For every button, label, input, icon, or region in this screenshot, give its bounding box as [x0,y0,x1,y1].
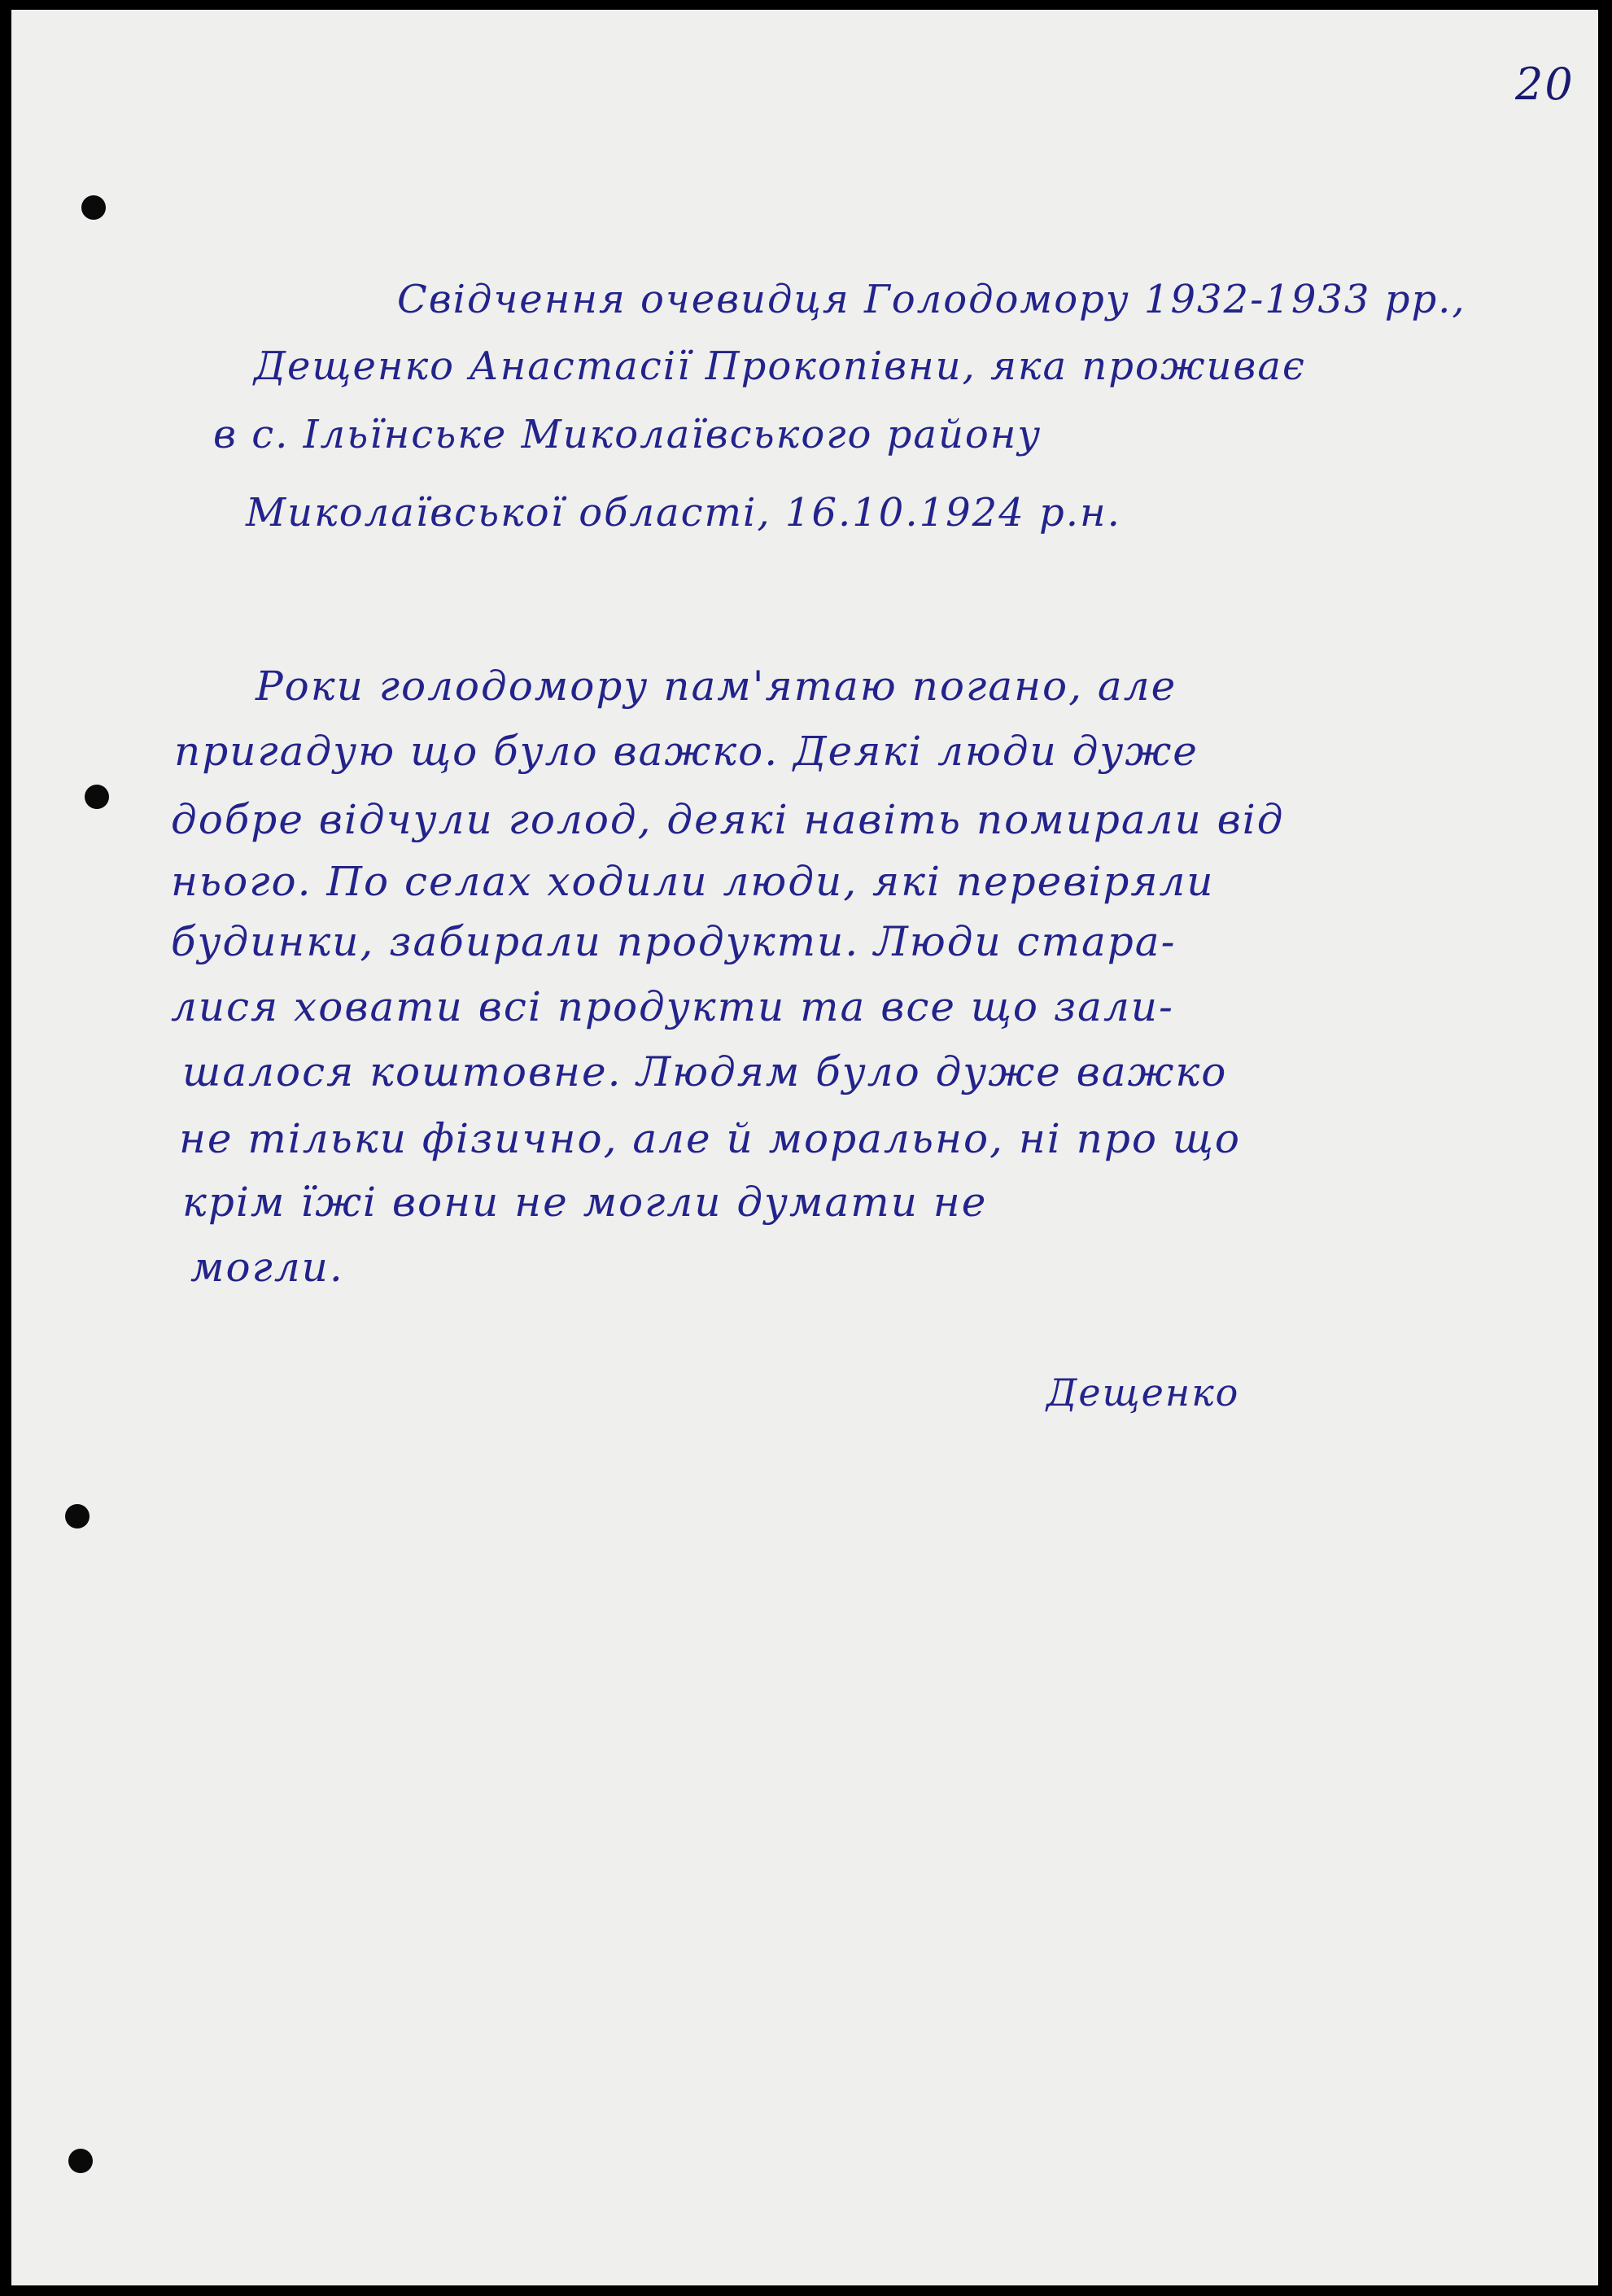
body-line: будинки, забирали продукти. Люди стара- [171,918,1177,965]
heading-line: Свідчення очевидця Голодомору 1932-1933 рр., [397,277,1466,322]
body-line: лися ховати всі продукти та все що зали- [171,983,1174,1030]
binder-hole-3 [65,1504,90,1528]
signature: Дещенко [1046,1371,1240,1415]
heading-line: в с. Ільїнське Миколаївського району [213,412,1042,457]
page-number: 20 [1515,59,1575,110]
binder-hole-4 [68,2149,93,2173]
heading-line: Дещенко Анастасії Прокопівни, яка проживає [254,343,1306,389]
body-line: не тільки фізично, але й морально, ні про що [179,1115,1242,1162]
body-line: могли. [190,1244,344,1291]
heading-line: Миколаївської області, 16.10.1924 р.н. [246,490,1121,536]
body-line: пригадую що було важко. Деякі люди дуже [174,728,1199,775]
body-line: Роки голодомору пам'ятаю погано, але [256,663,1177,710]
binder-hole-1 [81,195,106,220]
body-line: нього. По селах ходили люди, які перевіряли [171,858,1215,905]
document-page [11,10,1598,2285]
body-line: крім їжі вони не могли думати не [182,1179,988,1226]
body-line: шалося коштовне. Людям було дуже важко [182,1048,1228,1096]
binder-hole-2 [85,785,109,809]
body-line: добре відчули голод, деякі навіть помирали від [171,796,1285,843]
